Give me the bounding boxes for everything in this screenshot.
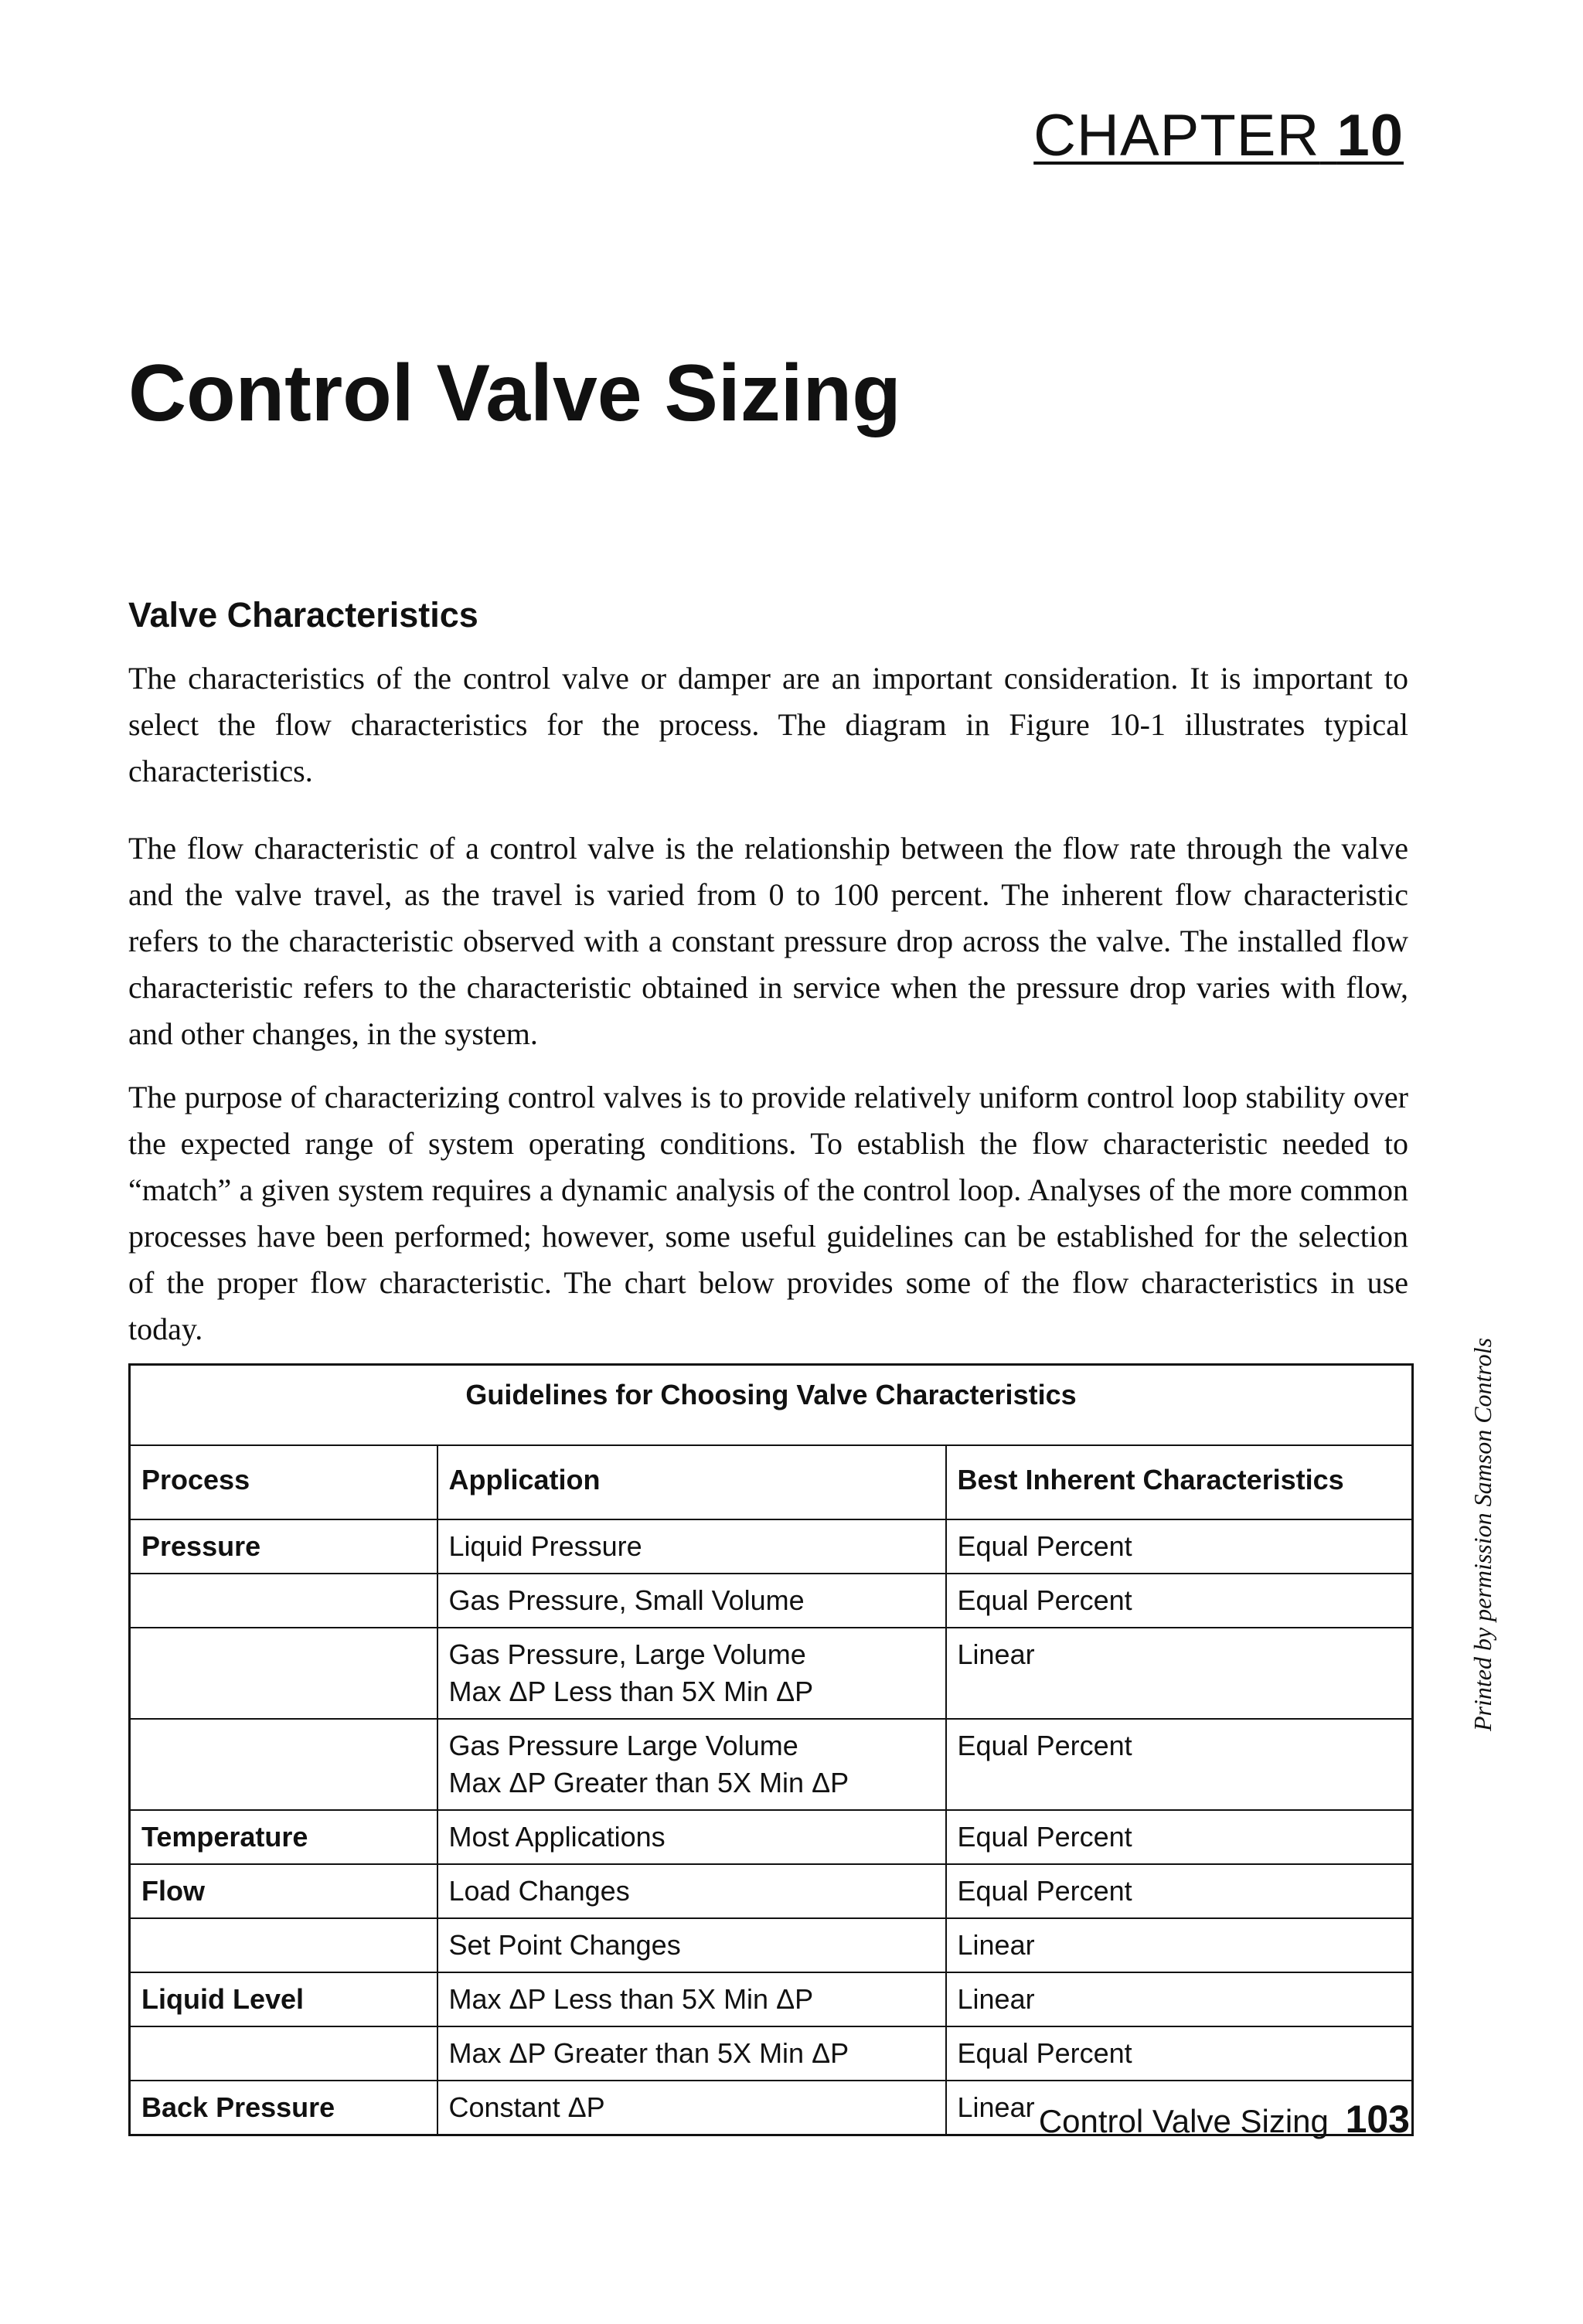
cell-process: [130, 1574, 437, 1628]
table-header-row: [130, 1445, 1413, 1519]
chapter-label: [1033, 102, 1404, 169]
cell-application: [437, 1719, 946, 1810]
paragraph-1: The characteristics of the control valve or damper are an important consideration. It is important to select the flow characteristics for the process. The diagram in Figure 10-1 illustrates typical characteristics.: [128, 661, 1408, 788]
cell-process: [130, 2026, 437, 2081]
cell-characteristic: Linear: [946, 1628, 1413, 1719]
table-row: [130, 2026, 1413, 2081]
cell-process: Flow: [130, 1864, 437, 1918]
running-title: Control Valve Sizing: [1038, 2103, 1329, 2139]
table-row: [130, 1918, 1413, 1972]
header-characteristic: Best Inherent Characteristics: [946, 1445, 1413, 1519]
paragraph-3: The purpose of characterizing control valves is to provide relatively uniform control loop stability over the expected range of system operating conditions. To establish the flow characteristic needed to “match” a given system requires a dynamic analysis of the control loop. Analyses of the more common processes have been performed; however, some useful guidelines can be established for the selection of the proper flow characteristic. The chart below provides some of the flow characteristics in use today.: [128, 1080, 1408, 1346]
guidelines-table: [128, 1363, 1414, 2136]
application-line-2: Max ΔP Greater than 5X Min ΔP: [448, 1767, 849, 1798]
cell-characteristic: Equal Percent: [946, 1810, 1413, 1864]
paragraph-2: The flow characteristic of a control valve is the relationship between the flow rate through the valve and the valve travel, as the travel is varied from 0 to 100 percent. The inherent flow characteristic refers to the characteristic observed with a constant pressure drop across the valve. The installed flow characteristic refers to the characteristic obtained in service when the pressure drop varies with flow, and other changes, in the system.: [128, 831, 1408, 1051]
header-application: Application: [437, 1445, 946, 1519]
cell-application: Gas Pressure, Small Volume: [437, 1574, 946, 1628]
cell-process: Back Pressure: [130, 2081, 437, 2135]
page-footer: [1039, 2097, 1410, 2142]
cell-characteristic: Equal Percent: [946, 1519, 1413, 1574]
application-line-1: Gas Pressure Large Volume: [448, 1730, 798, 1761]
cell-application: Constant ΔP: [437, 2081, 946, 2135]
cell-characteristic: Linear: [946, 2081, 1413, 2135]
cell-process: [130, 1719, 437, 1810]
table-row: [130, 1972, 1413, 2026]
cell-application: Most Applications: [437, 1810, 946, 1864]
table-row: [130, 1628, 1413, 1719]
cell-characteristic: Linear: [946, 1918, 1413, 1972]
section-heading: Valve Characteristics: [128, 595, 478, 635]
cell-process: Pressure: [130, 1519, 437, 1574]
side-credit: Printed by permission Samson Controls: [1469, 1337, 1496, 1731]
cell-application: Set Point Changes: [437, 1918, 946, 1972]
table-row: [130, 1719, 1413, 1810]
cell-application: Load Changes: [437, 1864, 946, 1918]
application-line-2: Max ΔP Less than 5X Min ΔP: [448, 1676, 814, 1707]
page-title: Control Valve Sizing: [128, 349, 901, 438]
cell-application: Max ΔP Greater than 5X Min ΔP: [437, 2026, 946, 2081]
table-row: [130, 1864, 1413, 1918]
cell-characteristic: Equal Percent: [946, 1719, 1413, 1810]
cell-characteristic: Equal Percent: [946, 2026, 1413, 2081]
table-row: [130, 1810, 1413, 1864]
cell-process: Liquid Level: [130, 1972, 437, 2026]
cell-process: Temperature: [130, 1810, 437, 1864]
cell-application: Max ΔP Less than 5X Min ΔP: [437, 1972, 946, 2026]
cell-characteristic: Equal Percent: [946, 1864, 1413, 1918]
table-row: [130, 1519, 1413, 1574]
cell-characteristic: Linear: [946, 1972, 1413, 2026]
cell-application: Liquid Pressure: [437, 1519, 946, 1574]
header-process: Process: [130, 1445, 437, 1519]
cell-application: [437, 1628, 946, 1719]
cell-process: [130, 1628, 437, 1719]
chapter-number: 10: [1336, 103, 1404, 168]
chapter-word: CHAPTER: [1033, 103, 1320, 168]
table-caption: Guidelines for Choosing Valve Characteristics: [130, 1365, 1413, 1446]
table-caption-row: [130, 1365, 1413, 1446]
cell-process: [130, 1918, 437, 1972]
table-row: [130, 1574, 1413, 1628]
application-line-1: Gas Pressure, Large Volume: [448, 1638, 806, 1670]
cell-characteristic: Equal Percent: [946, 1574, 1413, 1628]
page-number: 103: [1345, 2098, 1410, 2141]
